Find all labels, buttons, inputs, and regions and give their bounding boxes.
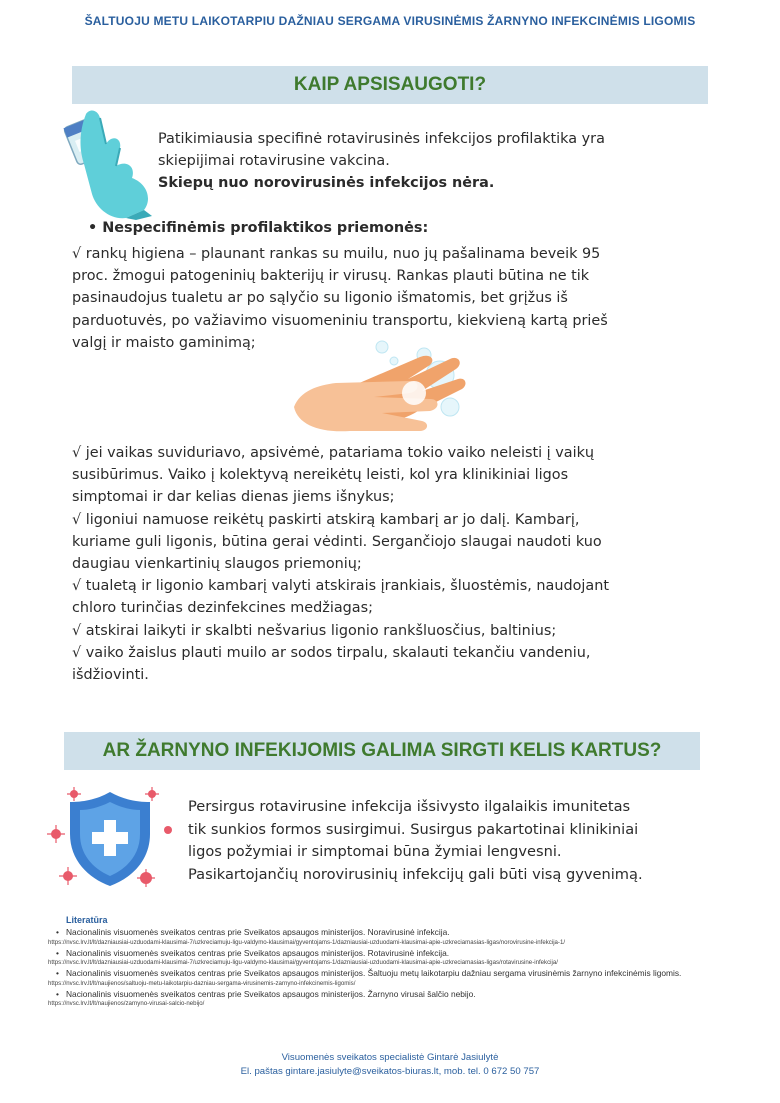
nonspecific-measures-heading: [88, 220, 428, 236]
reference-item: • Nacionalinis visuomenės sveikatos centras prie Sveikatos apsaugos ministerijos. Žarnyno virusai šalčio nebijo.: [48, 989, 728, 1000]
section-heading-reinfection: AR ŽARNYNO INFEKIJOMIS GALIMA SIRGTI KELIS KARTUS?: [64, 732, 700, 770]
hand-washing-icon: [290, 335, 480, 435]
document-title: ŠALTUOJU METU LAIKOTARPIU DAŽNIAU SERGAMA VIRUSINĖMIS ŽARNYNO INFEKCINĖMIS LIGOMIS: [84, 14, 696, 28]
reference-link[interactable]: https://nvsc.lrv.lt/lt/dazniausiai-uzduodami-klausimai-7/uzkreciamuju-ligu-valdymo-klausimai/gyventojams-1/dazniausiai-uzduodami-klausimai-apie-uzkreciamasias-ligas/norovirusine-infekcija-1/: [48, 938, 566, 946]
vaccine-glove-icon: [56, 104, 160, 220]
reference-list: [48, 927, 728, 1009]
text-line: išdžiovinti.: [72, 667, 149, 684]
text-line: kuriame guli ligonis, būtina gerai vėdinti. Sergančiojo slaugai naudoti kuo: [72, 533, 602, 550]
text-line: chloro turinčias dezinfekcines medžiagas;: [72, 600, 373, 617]
bullet-marker: •: [88, 220, 103, 236]
text-line: susibūrimus. Vaiko į kolektyvą nereikėtų leisti, kol yra klinikiniai ligos: [72, 467, 569, 484]
reference-item: • Nacionalinis visuomenės sveikatos centras prie Sveikatos apsaugos ministerijos. Rotavirusinė infekcija.: [48, 948, 728, 959]
text-line: proc. žmogui patogeninių bakterijų ir virusų. Rankas plauti būtina ne tik: [72, 268, 590, 285]
text-line: simptomai ir dar kelias dienas jiems išnykus;: [72, 489, 395, 506]
reference-item: • Nacionalinis visuomenės sveikatos centras prie Sveikatos apsaugos ministerijos. Šaltuoju metų laikotarpiu dažniau sergama virusinėmis žarnyno infekcinėmis ligomis.: [48, 968, 728, 979]
text-line: Patikimiausia specifinė rotavirusinės infekcijos profilaktika yra: [158, 131, 605, 147]
reference-link[interactable]: https://nvsc.lrv.lt/lt/dazniausiai-uzduodami-klausimai-7/uzkreciamuju-ligu-valdymo-klausimai/gyventojams-1/dazniausiai-uzduodami-klausimai-apie-uzkreciamasias-ligas/rotavirusine-infekcija/: [48, 959, 558, 966]
measures-list-block: [72, 442, 708, 686]
text-line: √ ligoniui namuose reikėtų paskirti atskirą kambarį ar jo dalį. Kambarį,: [72, 511, 580, 528]
text-line: daugiau vienkartinių slaugos priemonių;: [72, 556, 362, 573]
vaccination-paragraph: [158, 128, 708, 194]
text-line: tik sunkios formos susirgimui. Susirgus pakartotinai klinikiniai: [188, 820, 639, 838]
text-line: √ rankų higiena – plaunant rankas su muilu, nuo jų pašalinama beveik 95: [72, 246, 601, 262]
text-line: √ vaiko žaislus plauti muilo ar sodos tirpalu, skalauti tekančiu vandeniu,: [72, 644, 591, 661]
text-line: Persirgus rotavirusine infekcija išsivysto ilgalaikis imunitetas: [188, 798, 631, 815]
reference-item: • Nacionalinis visuomenės sveikatos centras prie Sveikatos apsaugos ministerijos. Noravirusinė infekcija.: [48, 927, 728, 938]
bullet-label: Nespecifinėmis profilaktikos priemonės:: [102, 220, 429, 236]
text-line: √ atskirai laikyti ir skalbti nešvarius ligonio rankšluosčius, baltinius;: [72, 622, 557, 639]
text-line: pasinaudojus tualetu ar po sąlyčio su ligonio išmatomis, bet grįžus iš: [72, 290, 568, 307]
text-line: √ tualetą ir ligonio kambarį valyti atskirais įrankiais, šluostėmis, naudojant: [72, 578, 609, 595]
shield-immunity-icon: [44, 784, 174, 894]
text-line: Pasikartojančių norovirusinių infekcijų gali būti visą gyvenimą.: [188, 865, 643, 883]
text-line: √ jei vaikas suviduriavo, apsivėmė, patariama tokio vaiko neleisti į vaikų: [72, 445, 595, 461]
reference-link[interactable]: https://nvsc.lrv.lt/lt/naujienos/zarnyno-virusai-salcio-nebijo/: [48, 1000, 205, 1007]
literature-title: Literatūra: [66, 915, 108, 925]
text-line: valgį ir maisto gaminimą;: [72, 334, 256, 351]
section-heading-protection: KAIP APSISAUGOTI?: [72, 66, 708, 104]
author-credit: Visuomenės sveikatos specialistė Gintarė Jasiulytė: [281, 1052, 499, 1063]
text-line: skiepijimai rotavirusine vakcina.: [158, 153, 390, 169]
text-line: ligos požymiai ir simptomai būna žymiai lengvesni.: [188, 843, 562, 861]
reinfection-paragraph: [188, 796, 702, 886]
no-norovirus-vaccine-note: Skiepų nuo norovirusinės infekcijos nėra.: [158, 175, 495, 191]
reference-link[interactable]: https://nvsc.lrv.lt/lt/naujienos/saltuoju-metu-laikotarpiu-dazniau-sergama-virusinemis-zarnyno-infekcinemis-ligomis/: [48, 979, 356, 987]
contact-info: El. paštas gintare.jasiulyte@sveikatos-biuras.lt, mob. tel. 0 672 50 757: [240, 1066, 540, 1077]
text-line: parduotuvės, po važiavimo visuomeniniu transportu, kiekvieną kartą prieš: [72, 312, 608, 329]
